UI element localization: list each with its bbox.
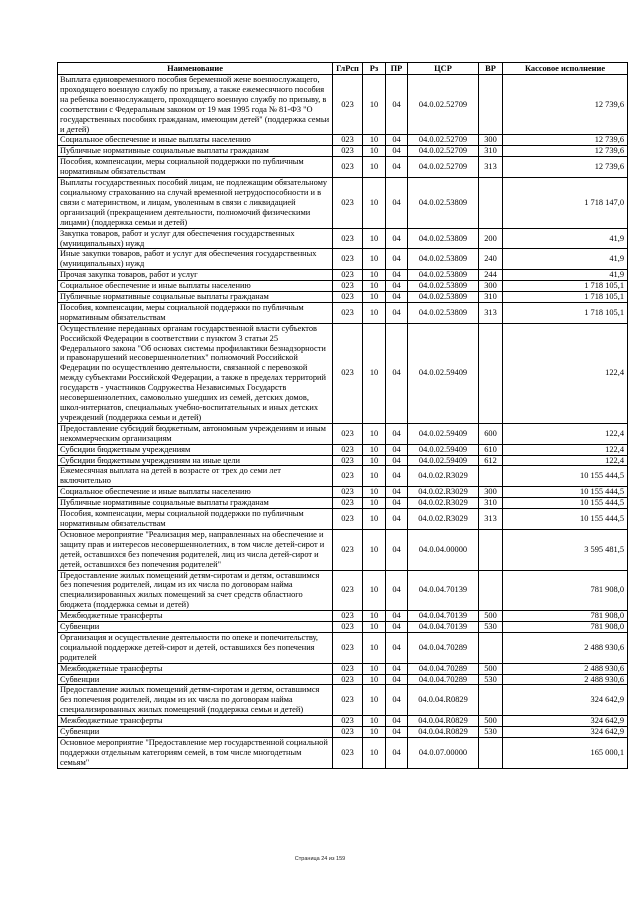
row-amount-cell: 122,4 — [503, 323, 628, 423]
row-csr-cell: 04.0.02.R3029 — [408, 487, 479, 498]
row-rz-cell: 10 — [363, 498, 386, 509]
row-name-cell: Прочая закупка товаров, работ и услуг — [58, 270, 333, 281]
row-pr-cell: 04 — [386, 455, 408, 466]
row-pr-cell: 04 — [386, 302, 408, 323]
row-rz-cell: 10 — [363, 738, 386, 769]
row-name-cell: Закупка товаров, работ и услуг для обеспечения государственных (муниципальных) нужд — [58, 228, 333, 249]
row-amount-cell: 781 908,0 — [503, 570, 628, 611]
row-grbs-cell: 023 — [333, 487, 363, 498]
row-rz-cell: 10 — [363, 292, 386, 303]
row-vr-cell: 240 — [479, 249, 503, 270]
row-grbs-cell: 023 — [333, 727, 363, 738]
row-csr-cell: 04.0.02.53809 — [408, 249, 479, 270]
table-row — [58, 632, 628, 663]
row-vr-cell: 500 — [479, 611, 503, 622]
row-pr-cell: 04 — [386, 466, 408, 487]
row-rz-cell: 10 — [363, 509, 386, 530]
row-grbs-cell: 023 — [333, 228, 363, 249]
row-rz-cell: 10 — [363, 685, 386, 716]
row-rz-cell: 10 — [363, 529, 386, 570]
row-name-cell: Социальное обеспечение и иные выплаты населению — [58, 135, 333, 146]
row-name-cell: Публичные нормативные социальные выплаты гражданам — [58, 292, 333, 303]
header-rz: Рз — [363, 63, 386, 75]
row-csr-cell: 04.0.04.70139 — [408, 611, 479, 622]
row-rz-cell: 10 — [363, 75, 386, 135]
row-csr-cell: 04.0.04.70289 — [408, 632, 479, 663]
row-name-cell: Субсидии бюджетным учреждениям на иные цели — [58, 455, 333, 466]
row-amount-cell: 12 739,6 — [503, 135, 628, 146]
table-header-row — [58, 63, 628, 75]
row-grbs-cell: 023 — [333, 292, 363, 303]
row-amount-cell: 10 155 444,5 — [503, 466, 628, 487]
row-vr-cell — [479, 570, 503, 611]
row-vr-cell: 200 — [479, 228, 503, 249]
row-name-cell: Межбюджетные трансферты — [58, 611, 333, 622]
table-row — [58, 685, 628, 716]
row-csr-cell: 04.0.02.59409 — [408, 423, 479, 444]
row-pr-cell: 04 — [386, 75, 408, 135]
header-grbs: ГлРсп — [333, 63, 363, 75]
row-csr-cell: 04.0.02.53809 — [408, 270, 479, 281]
row-pr-cell: 04 — [386, 281, 408, 292]
row-rz-cell: 10 — [363, 178, 386, 229]
row-name-cell: Социальное обеспечение и иные выплаты населению — [58, 487, 333, 498]
row-name-cell: Межбюджетные трансферты — [58, 663, 333, 674]
row-rz-cell: 10 — [363, 444, 386, 455]
row-pr-cell: 04 — [386, 509, 408, 530]
row-name-cell: Пособия, компенсации, меры социальной поддержки по публичным нормативным обязательствам — [58, 509, 333, 530]
row-csr-cell: 04.0.04.70289 — [408, 674, 479, 685]
row-amount-cell: 2 488 930,6 — [503, 674, 628, 685]
row-pr-cell: 04 — [386, 632, 408, 663]
row-csr-cell: 04.0.04.70289 — [408, 663, 479, 674]
row-csr-cell: 04.0.02.52709 — [408, 135, 479, 146]
row-amount-cell: 41,9 — [503, 270, 628, 281]
table-row — [58, 292, 628, 303]
row-name-cell: Иные закупки товаров, работ и услуг для обеспечения государственных (муниципальных) нужд — [58, 249, 333, 270]
row-csr-cell: 04.0.04.70139 — [408, 570, 479, 611]
row-pr-cell: 04 — [386, 716, 408, 727]
row-vr-cell: 530 — [479, 622, 503, 633]
row-pr-cell: 04 — [386, 622, 408, 633]
row-csr-cell: 04.0.02.53809 — [408, 228, 479, 249]
table-row — [58, 727, 628, 738]
row-amount-cell: 10 155 444,5 — [503, 498, 628, 509]
table-row — [58, 423, 628, 444]
row-rz-cell: 10 — [363, 674, 386, 685]
row-amount-cell: 12 739,6 — [503, 146, 628, 157]
row-amount-cell: 781 908,0 — [503, 622, 628, 633]
table-row — [58, 455, 628, 466]
row-csr-cell: 04.0.02.R3029 — [408, 466, 479, 487]
row-pr-cell: 04 — [386, 228, 408, 249]
row-vr-cell — [479, 466, 503, 487]
row-vr-cell: 300 — [479, 487, 503, 498]
row-vr-cell: 530 — [479, 674, 503, 685]
row-vr-cell — [479, 178, 503, 229]
row-vr-cell: 310 — [479, 292, 503, 303]
row-grbs-cell: 023 — [333, 444, 363, 455]
row-pr-cell: 04 — [386, 727, 408, 738]
table-row — [58, 529, 628, 570]
row-rz-cell: 10 — [363, 487, 386, 498]
row-pr-cell: 04 — [386, 487, 408, 498]
row-csr-cell: 04.0.02.53809 — [408, 302, 479, 323]
row-amount-cell: 3 595 481,5 — [503, 529, 628, 570]
row-amount-cell: 1 718 105,1 — [503, 292, 628, 303]
row-pr-cell: 04 — [386, 444, 408, 455]
table-row — [58, 611, 628, 622]
row-vr-cell: 610 — [479, 444, 503, 455]
table-row — [58, 622, 628, 633]
row-vr-cell: 313 — [479, 509, 503, 530]
row-pr-cell: 04 — [386, 146, 408, 157]
row-vr-cell — [479, 632, 503, 663]
row-vr-cell: 313 — [479, 157, 503, 178]
row-grbs-cell: 023 — [333, 498, 363, 509]
row-csr-cell: 04.0.04.70139 — [408, 622, 479, 633]
row-vr-cell — [479, 323, 503, 423]
row-grbs-cell: 023 — [333, 270, 363, 281]
row-amount-cell: 165 000,1 — [503, 738, 628, 769]
row-name-cell: Выплата единовременного пособия беременной жене военнослужащего, проходящего военную службу по призыву, а также ежемесячного пособия на ребенка военнослужащего, проходящего военную службу по призыву, в соответствии с Федеральным законом от 19 мая 1995 года № 81-ФЗ "О государственных пособиях гражданам, имеющим детей" (поддержка семьи и детей) — [58, 75, 333, 135]
row-amount-cell: 12 739,6 — [503, 157, 628, 178]
row-rz-cell: 10 — [363, 135, 386, 146]
table-row — [58, 146, 628, 157]
row-vr-cell: 500 — [479, 663, 503, 674]
table-row — [58, 663, 628, 674]
row-rz-cell: 10 — [363, 281, 386, 292]
row-name-cell: Предоставление жилых помещений детям-сиротам и детям, оставшимся без попечения родителей, лицам из их числа по договорам найма специализированных жилых помещений (поддержка семьи и детей) — [58, 685, 333, 716]
row-csr-cell: 04.0.02.R3029 — [408, 509, 479, 530]
row-vr-cell: 310 — [479, 146, 503, 157]
row-name-cell: Ежемесячная выплата на детей в возрасте от трех до семи лет включительно — [58, 466, 333, 487]
row-grbs-cell: 023 — [333, 466, 363, 487]
row-pr-cell: 04 — [386, 663, 408, 674]
row-grbs-cell: 023 — [333, 509, 363, 530]
header-name: Наименование — [58, 63, 333, 75]
row-csr-cell: 04.0.02.59409 — [408, 455, 479, 466]
table-row — [58, 570, 628, 611]
row-grbs-cell: 023 — [333, 423, 363, 444]
row-grbs-cell: 023 — [333, 738, 363, 769]
row-vr-cell — [479, 738, 503, 769]
table-row — [58, 498, 628, 509]
row-rz-cell: 10 — [363, 270, 386, 281]
row-grbs-cell: 023 — [333, 323, 363, 423]
row-rz-cell: 10 — [363, 423, 386, 444]
row-vr-cell: 300 — [479, 135, 503, 146]
row-pr-cell: 04 — [386, 249, 408, 270]
row-name-cell: Субвенции — [58, 622, 333, 633]
table-row — [58, 487, 628, 498]
row-grbs-cell: 023 — [333, 249, 363, 270]
row-name-cell: Субвенции — [58, 727, 333, 738]
table-row — [58, 178, 628, 229]
row-csr-cell: 04.0.02.52709 — [408, 146, 479, 157]
row-vr-cell: 612 — [479, 455, 503, 466]
row-vr-cell: 313 — [479, 302, 503, 323]
row-grbs-cell: 023 — [333, 135, 363, 146]
row-amount-cell: 1 718 147,0 — [503, 178, 628, 229]
row-name-cell: Основное мероприятие "Реализация мер, направленных на обеспечение и защиту прав и интересов несовершеннолетних, в том числе детей-сирот и детей, оставшихся без попечения родителей, лиц из числа детей-сирот и детей, оставшихся без попечения родителей" — [58, 529, 333, 570]
row-pr-cell: 04 — [386, 570, 408, 611]
row-grbs-cell: 023 — [333, 75, 363, 135]
row-rz-cell: 10 — [363, 228, 386, 249]
table-row — [58, 228, 628, 249]
row-csr-cell: 04.0.07.00000 — [408, 738, 479, 769]
table-row — [58, 323, 628, 423]
row-grbs-cell: 023 — [333, 281, 363, 292]
row-pr-cell: 04 — [386, 738, 408, 769]
row-name-cell: Организация и осуществление деятельности по опеке и попечительству, социальной поддержке детей-сирот и детей, оставшихся без попечения родителей — [58, 632, 333, 663]
row-rz-cell: 10 — [363, 632, 386, 663]
row-vr-cell: 500 — [479, 716, 503, 727]
table-row — [58, 466, 628, 487]
table-row — [58, 716, 628, 727]
row-amount-cell: 1 718 105,1 — [503, 281, 628, 292]
row-amount-cell: 2 488 930,6 — [503, 663, 628, 674]
row-grbs-cell: 023 — [333, 663, 363, 674]
table-row — [58, 302, 628, 323]
row-vr-cell: 600 — [479, 423, 503, 444]
row-grbs-cell: 023 — [333, 157, 363, 178]
table-row — [58, 75, 628, 135]
row-rz-cell: 10 — [363, 716, 386, 727]
row-grbs-cell: 023 — [333, 685, 363, 716]
row-name-cell: Предоставление жилых помещений детям-сиротам и детям, оставшимся без попечения родителей, лицам из их числа по договорам найма специализированных жилых помещений за счет средств областного бюджета (поддержка семьи и детей) — [58, 570, 333, 611]
row-rz-cell: 10 — [363, 323, 386, 423]
row-rz-cell: 10 — [363, 455, 386, 466]
row-amount-cell: 2 488 930,6 — [503, 632, 628, 663]
row-name-cell: Основное мероприятие "Предоставление мер государственной социальной поддержки отдельным категориям семей, в том числе многодетным семьям" — [58, 738, 333, 769]
row-grbs-cell: 023 — [333, 455, 363, 466]
row-vr-cell: 310 — [479, 498, 503, 509]
row-name-cell: Социальное обеспечение и иные выплаты населению — [58, 281, 333, 292]
row-amount-cell: 41,9 — [503, 228, 628, 249]
row-vr-cell — [479, 529, 503, 570]
row-pr-cell: 04 — [386, 423, 408, 444]
row-csr-cell: 04.0.02.53809 — [408, 292, 479, 303]
row-rz-cell: 10 — [363, 302, 386, 323]
row-grbs-cell: 023 — [333, 178, 363, 229]
row-csr-cell: 04.0.02.R3029 — [408, 498, 479, 509]
row-pr-cell: 04 — [386, 674, 408, 685]
header-amount: Кассовое исполнение — [503, 63, 628, 75]
table-row — [58, 135, 628, 146]
row-amount-cell: 324 642,9 — [503, 716, 628, 727]
row-vr-cell: 530 — [479, 727, 503, 738]
table-row — [58, 738, 628, 769]
table-body — [58, 75, 628, 769]
row-pr-cell: 04 — [386, 685, 408, 716]
row-name-cell: Предоставление субсидий бюджетным, автономным учреждениям и иным некоммерческим организациям — [58, 423, 333, 444]
row-amount-cell: 41,9 — [503, 249, 628, 270]
row-name-cell: Публичные нормативные социальные выплаты гражданам — [58, 146, 333, 157]
row-rz-cell: 10 — [363, 727, 386, 738]
row-pr-cell: 04 — [386, 178, 408, 229]
row-csr-cell: 04.0.02.52709 — [408, 75, 479, 135]
row-amount-cell: 122,4 — [503, 444, 628, 455]
row-csr-cell: 04.0.04.R0829 — [408, 685, 479, 716]
row-pr-cell: 04 — [386, 157, 408, 178]
table-row — [58, 281, 628, 292]
row-name-cell: Осуществление переданных органам государственной власти субъектов Российской Федерации в соответствии с пунктом 3 статьи 25 Федерального закона "Об основах системы профилактики безнадзорности и правонарушений несовершеннолетних" полномочий Российской Федерации по осуществлению деятельности, связанной с перевозкой между субъектами Российской Федерации, а также в пределах территорий государств - участников Содружества Независимых Государств несовершеннолетних, самовольно ушедших из семей, детских домов, школ-интернатов, специальных учебно-воспитательных и иных детских учреждений (поддержка семьи и детей) — [58, 323, 333, 423]
row-vr-cell — [479, 685, 503, 716]
row-grbs-cell: 023 — [333, 146, 363, 157]
row-amount-cell: 12 739,6 — [503, 75, 628, 135]
row-amount-cell: 1 718 105,1 — [503, 302, 628, 323]
page-number: Страница 24 из 159 — [294, 856, 346, 862]
row-name-cell: Пособия, компенсации, меры социальной поддержки по публичным нормативным обязательствам — [58, 302, 333, 323]
row-rz-cell: 10 — [363, 611, 386, 622]
row-rz-cell: 10 — [363, 663, 386, 674]
row-amount-cell: 324 642,9 — [503, 727, 628, 738]
row-amount-cell: 10 155 444,5 — [503, 487, 628, 498]
row-csr-cell: 04.0.02.59409 — [408, 323, 479, 423]
row-grbs-cell: 023 — [333, 632, 363, 663]
row-vr-cell: 244 — [479, 270, 503, 281]
row-csr-cell: 04.0.02.53809 — [408, 178, 479, 229]
row-name-cell: Субвенции — [58, 674, 333, 685]
row-grbs-cell: 023 — [333, 674, 363, 685]
row-name-cell: Субсидии бюджетным учреждениям — [58, 444, 333, 455]
row-name-cell: Межбюджетные трансферты — [58, 716, 333, 727]
row-pr-cell: 04 — [386, 529, 408, 570]
row-csr-cell: 04.0.02.59409 — [408, 444, 479, 455]
row-csr-cell: 04.0.04.R0829 — [408, 727, 479, 738]
row-pr-cell: 04 — [386, 292, 408, 303]
row-amount-cell: 122,4 — [503, 423, 628, 444]
header-vr: ВР — [479, 63, 503, 75]
row-grbs-cell: 023 — [333, 529, 363, 570]
row-rz-cell: 10 — [363, 249, 386, 270]
row-grbs-cell: 023 — [333, 611, 363, 622]
header-csr: ЦСР — [408, 63, 479, 75]
table-row — [58, 509, 628, 530]
row-pr-cell: 04 — [386, 270, 408, 281]
header-pr: ПР — [386, 63, 408, 75]
row-vr-cell — [479, 75, 503, 135]
row-csr-cell: 04.0.02.52709 — [408, 157, 479, 178]
row-rz-cell: 10 — [363, 622, 386, 633]
row-pr-cell: 04 — [386, 498, 408, 509]
table-row — [58, 157, 628, 178]
table-row — [58, 249, 628, 270]
row-pr-cell: 04 — [386, 323, 408, 423]
row-grbs-cell: 023 — [333, 622, 363, 633]
row-rz-cell: 10 — [363, 466, 386, 487]
row-pr-cell: 04 — [386, 135, 408, 146]
row-grbs-cell: 023 — [333, 302, 363, 323]
row-vr-cell: 300 — [479, 281, 503, 292]
row-grbs-cell: 023 — [333, 716, 363, 727]
table-row — [58, 444, 628, 455]
row-csr-cell: 04.0.04.00000 — [408, 529, 479, 570]
row-pr-cell: 04 — [386, 611, 408, 622]
row-csr-cell: 04.0.02.53809 — [408, 281, 479, 292]
row-name-cell: Выплаты государственных пособий лицам, не подлежащим обязательному социальному страхованию на случай временной нетрудоспособности и в связи с материнством, и лицам, уволенным в связи с ликвидацией организаций (прекращением деятельности, полномочий физическими лицами) (поддержка семьи и детей) — [58, 178, 333, 229]
row-amount-cell: 10 155 444,5 — [503, 509, 628, 530]
row-name-cell: Публичные нормативные социальные выплаты гражданам — [58, 498, 333, 509]
table-row — [58, 674, 628, 685]
row-name-cell: Пособия, компенсации, меры социальной поддержки по публичным нормативным обязательствам — [58, 157, 333, 178]
row-amount-cell: 781 908,0 — [503, 611, 628, 622]
row-rz-cell: 10 — [363, 570, 386, 611]
row-grbs-cell: 023 — [333, 570, 363, 611]
row-amount-cell: 324 642,9 — [503, 685, 628, 716]
row-amount-cell: 122,4 — [503, 455, 628, 466]
budget-execution-table — [57, 62, 628, 769]
row-rz-cell: 10 — [363, 146, 386, 157]
row-csr-cell: 04.0.04.R0829 — [408, 716, 479, 727]
row-rz-cell: 10 — [363, 157, 386, 178]
table-row — [58, 270, 628, 281]
